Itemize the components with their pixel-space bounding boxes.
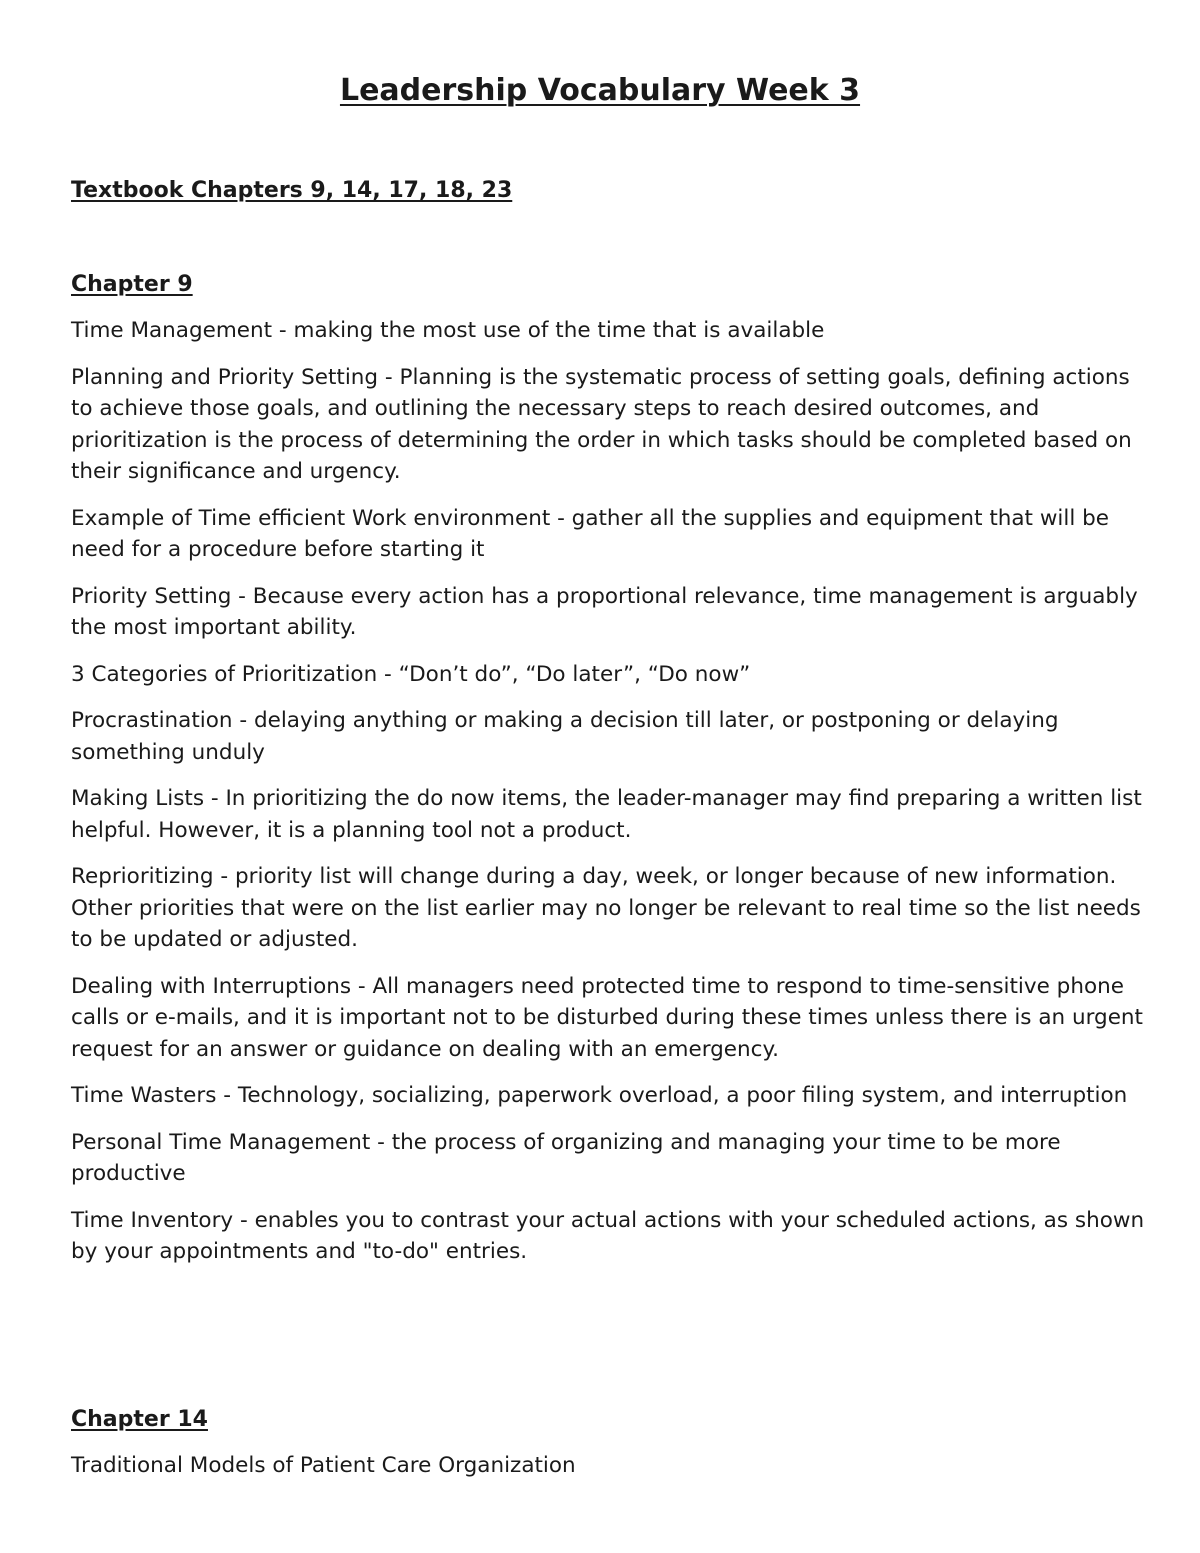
vocab-entry: Time Inventory - enables you to contrast your actual actions with your scheduled actions, as shown by your appointments and "to-do" entries. <box>71 1207 1145 1264</box>
document-title: Leadership Vocabulary Week 3 <box>339 73 861 108</box>
chapter-9-entries <box>71 315 1146 1283</box>
chapter-9-heading: Chapter 9 <box>71 272 193 297</box>
vocab-entry: Personal Time Management - the process of organizing and managing your time to be more productive <box>71 1129 1061 1186</box>
vocab-entry: Reprioritizing - priority list will change during a day, week, or longer because of new information. Other priorities that were on the list earlier may no longer be relevant to real time so the list needs to be updated or adjusted. <box>71 864 1141 952</box>
vocab-entry: Planning and Priority Setting - Planning is the systematic process of setting goals, defining actions to achieve those goals, and outlining the necessary steps to reach desired outcomes, and prioritization is the process of determining the order in which tasks should be completed based on their significance and urgency. <box>71 364 1132 484</box>
chapter-14-heading: Chapter 14 <box>71 1407 208 1432</box>
vocab-entry: Procrastination - delaying anything or making a decision till later, or postponing or delaying something unduly <box>71 708 1059 765</box>
vocab-entry: Traditional Models of Patient Care Organization <box>71 1453 576 1478</box>
vocab-entry: Making Lists - In prioritizing the do now items, the leader-manager may find preparing a written list helpful. However, it is a planning tool not a product. <box>71 786 1142 843</box>
vocab-entry: Priority Setting - Because every action has a proportional relevance, time management is arguably the most important ability. <box>71 583 1138 640</box>
vocab-entry: 3 Categories of Prioritization - “Don’t do”, “Do later”, “Do now” <box>71 661 751 687</box>
vocab-entry: Example of Time efficient Work environment - gather all the supplies and equipment that will be need for a procedure before starting it <box>71 505 1110 562</box>
vocab-entry: Time Wasters - Technology, socializing, paperwork overload, a poor filing system, and interruption <box>71 1083 1128 1108</box>
chapter-14-entries <box>71 1450 1146 1497</box>
document-subtitle: Textbook Chapters 9, 14, 17, 18, 23 <box>71 178 513 203</box>
vocab-entry: Time Management - making the most use of the time that is available <box>71 318 825 343</box>
vocab-entry: Dealing with Interruptions - All managers need protected time to respond to time-sensitive phone calls or e-mails, and it is important not to be disturbed during these times unless there is an urgent request for an answer or guidance on dealing with an emergency. <box>71 973 1143 1062</box>
